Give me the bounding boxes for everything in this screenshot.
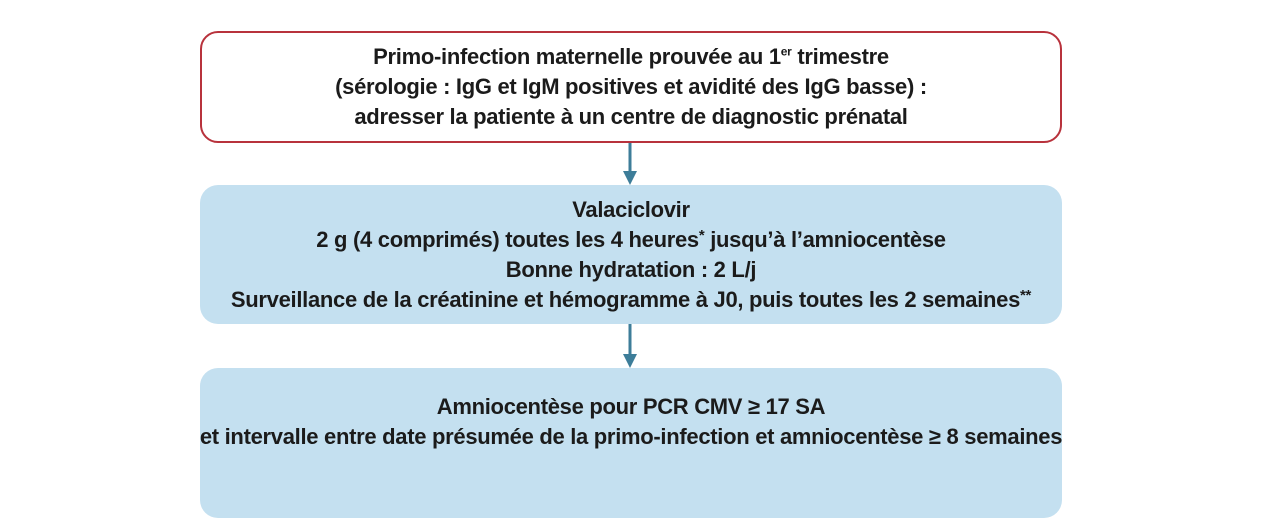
primo-infection-box xyxy=(200,31,1062,143)
box3-line-2: et intervalle entre date présumée de la primo-infection et amniocentèse ≥ 8 semaines xyxy=(199,424,1063,449)
box1-line-2: (sérologie : IgG et IgM positives et avidité des IgG basse) : xyxy=(335,74,927,99)
box2-line-2-text: 2 g (4 comprimés) toutes les 4 heures xyxy=(316,226,699,252)
amniocentese-box xyxy=(200,368,1062,518)
box2-footnote-marker: * xyxy=(698,226,705,244)
box2-line-4 xyxy=(231,285,1031,315)
arrow-2-head xyxy=(623,354,637,368)
box1-line-3: adresser la patiente à un centre de diagnostic prénatal xyxy=(354,104,908,129)
arrow-down-2 xyxy=(620,324,640,368)
box1-superscript: er xyxy=(780,44,792,59)
arrow-down-1 xyxy=(620,143,640,185)
box1-line-1-suffix: trimestre xyxy=(791,44,889,69)
box3-line-1: Amniocentèse pour PCR CMV ≥ 17 SA xyxy=(436,394,826,419)
valaciclovir-box xyxy=(200,185,1062,324)
box1-line-1-text: Primo-infection maternelle prouvée au 1 xyxy=(373,44,781,69)
arrow-1-head xyxy=(623,171,637,185)
box2-line-4-footnote-marker: ** xyxy=(1020,286,1032,304)
box2-line-2 xyxy=(316,225,945,255)
box1-line-1 xyxy=(373,42,889,72)
box2-line-4-text: Surveillance de la créatinine et hémogramme à J0, puis toutes les 2 semaines xyxy=(230,286,1021,312)
box2-line-3: Bonne hydratation : 2 L/j xyxy=(505,256,757,282)
box2-line-2-suffix: jusqu’à l’amniocentèse xyxy=(704,226,946,252)
box2-line-1: Valaciclovir xyxy=(572,196,690,222)
